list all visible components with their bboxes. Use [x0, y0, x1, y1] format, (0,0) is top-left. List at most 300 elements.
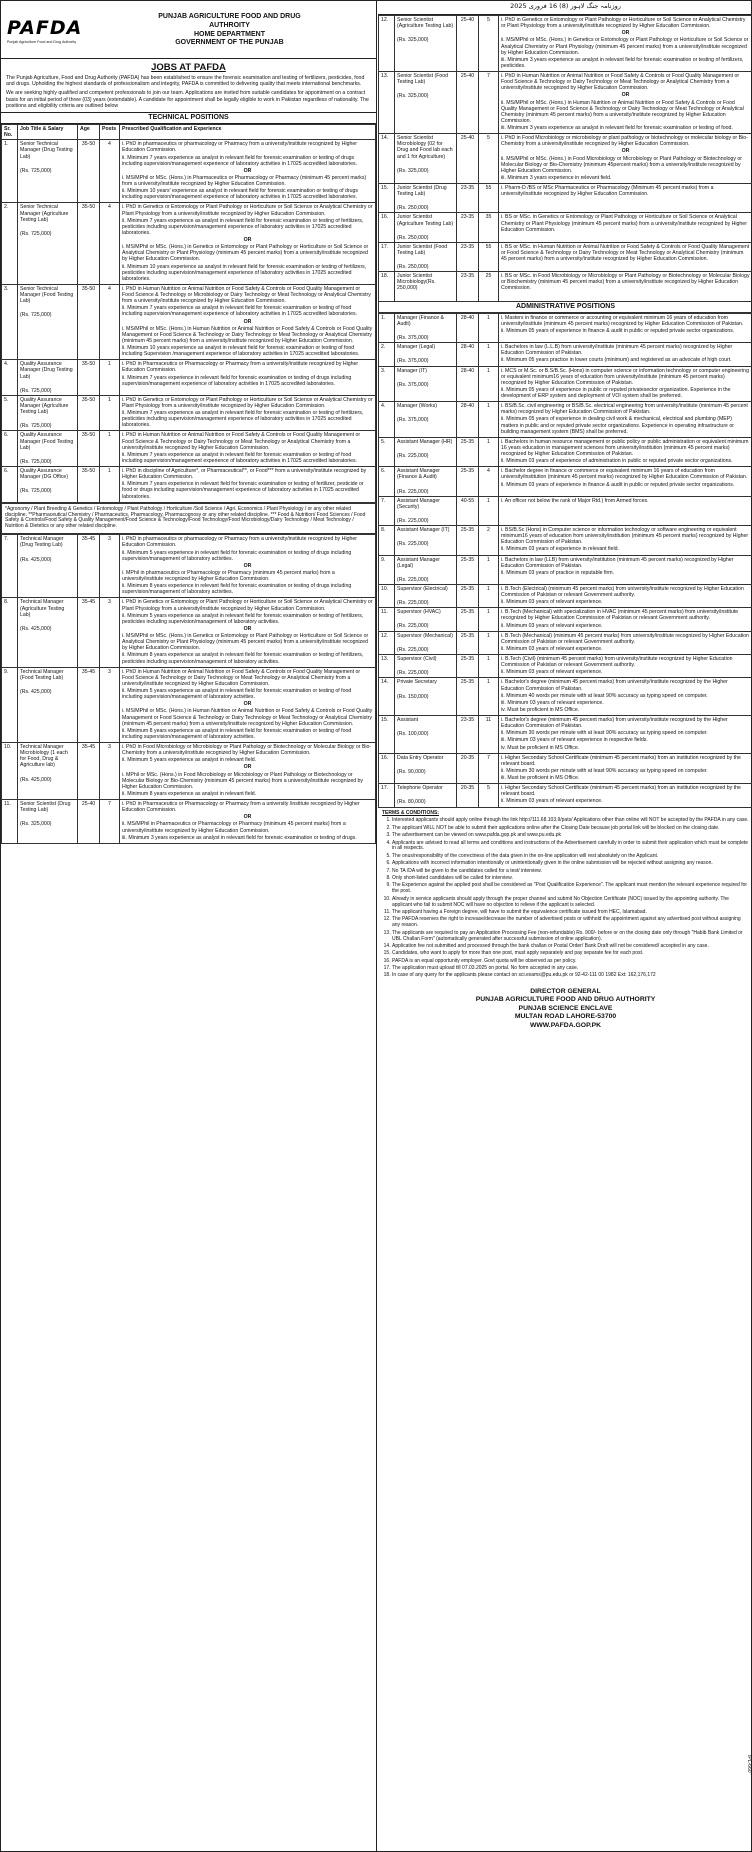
age-limit: 40-55 [457, 496, 479, 525]
qualification-item: ii. MS/MPhil or MSc. (Hons.) in Food Microbiology or Microbiology or Plant Pathology or Biotechnology or Molecular Biology or Bio-Chemistry (minimum 45percent marks) from a university/institute recognized by Higher Education Commission. [501, 155, 743, 174]
qualification-item: i. PhD in Food Microbiology or microbiology or plant pathology or biotechnology or molecular biology or Bio-Chemistry from a university/institute recognized by Higher Education Commission. [501, 135, 748, 148]
age-limit: 28-40 [457, 402, 479, 438]
qualification-item: ii. Minimum 7 years experience in relevant field for forensic examination or testing of fertilizer, pesticide or food or drugs including supervision/management experience of laboratory activities in 17025 accredited laboratories. [122, 481, 364, 500]
qualification-item: ii. Minimum 5 years experience as analyst in relevant field for forensic examination or testing of food including supervision/management of laboratory activities. [122, 688, 352, 701]
qualification-item: ii. Minimum 5 years experience as analyst in relevant field for forensic examination or testing of fertilizers, pesticides including supervision/management of laboratory activities. [122, 612, 364, 625]
qualification-item: i. PhD in Human Nutrition or Animal Nutrition or Food Safety & Controls or Food Quality Management or Food Science & Technology or Microbiology or Dairy Technology or Meat Technology or Analytical Chemistry from a university/institute recognized by Higher Education Commission. [122, 285, 371, 305]
post-count: 1 [479, 402, 499, 438]
salary: (Rs. 250,000) [397, 205, 429, 212]
qualification-item: i. MS/MPhil or MSc. (Hons.) in Human Nutrition or Animal Nutrition or Food Safety & Controls or Food Quality Management or Food Science & Technology or Dairy Technology or Meat Technology or Analytical Chemistry (minimum 45 percent marks) from a university/institute recognized by Higher Education Commission. [122, 325, 373, 344]
job-title: Private Secretary [397, 679, 437, 686]
age-limit: 25-40 [457, 134, 479, 184]
qualification-item: ii. Minimum 05 years practice in lower courts (minimum) and registered as an advocate of high court. [501, 357, 732, 364]
salary: (Rs. 725,000) [20, 458, 52, 465]
row-number: 14. [379, 134, 395, 184]
job-title: Manager (Works) [397, 403, 437, 410]
qualification-cell [499, 753, 752, 784]
or-separator: OR [621, 92, 630, 99]
age-limit: 23-35 [457, 716, 479, 754]
qualification-item: ii. Minimum 03 years of relevant experience. [501, 645, 603, 652]
age-limit: 25-40 [78, 800, 100, 844]
job-title-cell [18, 360, 78, 396]
qualification-cell [499, 272, 752, 301]
qualification-item: ii. Minimum 05 years of experience in dealing civil work & mechanical, electrical and plumbing (MEP) matters in public and or reputed private sector organizations. Experience in operating infrastructure or building management system (BMS) shall be preferred. [501, 416, 734, 435]
row-number: 8. [2, 598, 18, 667]
salary: (Rs. 375,000) [397, 358, 429, 365]
row-number: 8. [379, 526, 395, 556]
salary: (Rs. 225,000) [397, 623, 429, 630]
technical-rows [379, 16, 752, 302]
row-number: 15. [379, 184, 395, 213]
salary: (Rs. 150,000) [397, 693, 429, 700]
post-count: 1 [479, 584, 499, 607]
administrative-table [378, 313, 752, 808]
age-limit: 35-50 [78, 431, 100, 467]
or-separator: OR [243, 625, 252, 632]
qualification-item: i. Higher Secondary School Certificate (minimum 45 percent marks) from an institution recognized by the relevant board. [501, 785, 741, 798]
salary: (Rs. 225,000) [397, 452, 429, 459]
table-row [379, 402, 752, 438]
job-title-cell [395, 343, 457, 366]
newspaper-dateline: روزنامہ جنگ لاہور (8) 16 فروری 2025 [378, 1, 752, 15]
row-number: 2. [2, 203, 18, 285]
salary: (Rs. 225,000) [397, 646, 429, 653]
table-row [2, 360, 376, 396]
term-item: 4. Applicants are advised to read all terms and conditions and instructions of the Advertisement carefully in order to submit their application which must be complete in all respects. [392, 841, 749, 853]
post-count: 7 [100, 800, 120, 844]
or-separator: OR [621, 30, 630, 37]
job-title-cell [395, 655, 457, 678]
term-item: 11. The applicant having a Foreign degree, will have to submit the equivalence certificate issued from HEC, Islamabad. [392, 910, 749, 916]
intro [1, 75, 376, 109]
qualification-item: i. MS/MPhil or MSc. (Hons.) in Genetics or Entomology or Plant Pathology or Horticulture or Soil Science or Analytical Chemistry or Plant Physiology (minimum 45 percent marks) from a university/institute recognized by Higher Education Commission. [122, 633, 369, 652]
ad-header [1, 1, 376, 59]
qualification-cell [120, 743, 376, 800]
post-count: 3 [100, 667, 120, 742]
post-count: 1 [100, 395, 120, 431]
qualification-item: ii. Minimum 03 years of experience in finance & audit in public or reputed private sector organizations. [501, 481, 735, 488]
terms-list [382, 818, 749, 979]
row-number: 16. [379, 753, 395, 784]
qualification-item: ii. Minimum 7 years experience in relevant field for forensic examination or testing of drugs including supervision/management experience of laboratory activities in 17025 accredited laboratories. [122, 374, 352, 387]
job-title: Supervisor (HVAC) [397, 609, 441, 616]
qualification-cell [499, 16, 752, 72]
footer-line-5: WWW.PAFDA.GOP.PK [529, 1021, 602, 1029]
qualification-cell [499, 655, 752, 678]
qualification-item: ii. Minimum 03 years of practice in reputable firm. [501, 569, 615, 576]
job-title-cell [18, 431, 78, 467]
salary: (Rs. 225,000) [397, 517, 429, 524]
job-title: Senior Technical Manager (Agriculture Testing Lab) [20, 204, 69, 223]
job-title-cell [395, 213, 457, 242]
job-title: Assistant Manager (Finance & Audit) [397, 468, 440, 481]
job-title-cell [395, 555, 457, 584]
technical-table-left-2 [1, 534, 376, 844]
table-row [379, 608, 752, 631]
qualification-item: ii. Minimum 03 years of experience of administration in public or reputed private sector organizations. [501, 458, 733, 465]
qualification-cell [499, 496, 752, 525]
row-number: 10. [379, 584, 395, 607]
qualification-item: i. B.Tech (Mechanical) (minimum 45 percent marks) from university/institute recognized by Higher Education Commission of Pakistan or relevant Government authority. [501, 632, 749, 645]
table-row [379, 467, 752, 496]
age-limit: 35-45 [78, 535, 100, 598]
job-title-cell [395, 313, 457, 342]
table-row [2, 203, 376, 285]
salary: (Rs. 225,000) [397, 488, 429, 495]
job-title-cell [395, 272, 457, 301]
job-title: Junior Scientist (Drug Testing Lab) [397, 185, 447, 198]
term-item: 14. Application fee not submitted and processed through the bank challan or Postal Order/ Bank Draft will not be considered/ accepted in any case. [392, 944, 749, 950]
job-title-cell [395, 366, 457, 402]
qualification-item: i. Masters in finance or commerce or accounting or equivalent minimum 16 years of education from university/institute (minimum 45 percent marks) recognized by Higher Education Commission of Pakistan. [501, 314, 744, 327]
qualification-cell [499, 343, 752, 366]
salary: (Rs. 225,000) [397, 600, 429, 606]
qualification-item: iii. Minimum 03 years of relevant experience. [501, 699, 604, 706]
qualification-item: i. PhD in Pharmaceutics or Pharmacology or Pharmacy from a university /institute recognized by Higher Education Commission. [122, 801, 360, 814]
qualification-item: ii. Minimum 7 years experience as analyst in relevant field for forensic examination or testing of fertilizers, pesticides including supervision/management experience of laboratory activities in 17025 accredited laboratories. [122, 410, 364, 429]
qualification-item: i. PhD in Genetics or Entomology or Plant Pathology or Horticulture or Soil Science or Analytical Chemistry or Plant Physiology from a university/institute recognized by Higher Education Commission. [501, 17, 746, 30]
age-limit: 28-40 [457, 313, 479, 342]
table-row [379, 526, 752, 556]
job-title: Supervisor (Civil) [397, 656, 437, 662]
job-title: Technical Manager (Drug Testing Lab) [20, 536, 64, 549]
qualification-item: i. PhD in Human Nutrition or Animal Nutrition or Food Safety & Controls or Food Quality Management or Food Science & Technology or Dairy Technology or Meat Technology or Analytical Chemistry from a university/institute recognized by Higher Education Commission. [122, 668, 361, 687]
row-number: 6. [2, 431, 18, 467]
qualification-cell [499, 213, 752, 242]
qualification-item: ii. Minimum 7 years experience as analyst in relevant field for forensic examination or testing of fertilizers, pesticides including supervision/management experience of laboratory activities in 17025 accredited laboratories. [122, 217, 364, 236]
job-title: Assistant Manager (Legal) [397, 556, 440, 569]
qualification-item: ii. Minimum 03 years of relevant experience. [501, 622, 603, 629]
qualification-item: i. Bachelor's degree (minimum 45 percent marks) from university/institute recognized by the Higher Education Commission of Pakistan. [501, 679, 728, 692]
qualification-item: ii. Minimum 40 words per minute with at least 90% accuracy as typing speed on computer. [501, 692, 708, 699]
post-count: 3 [100, 598, 120, 667]
qualification-item: ii. MS/MPhil or MSc. (Hons.) in Genetics or Entomology or Plant Pathology or Horticulture or Soil Science or Analytical Chemistry or Plant Physiology (minimum 45 percent marks) from a university/institute recognized by Higher Education Commission. [501, 37, 749, 56]
age-limit: 28-40 [457, 343, 479, 366]
footer-line-3: PUNJAB SCIENCE ENCLAVE [518, 1004, 613, 1012]
age-limit: 35-50 [78, 203, 100, 285]
qualification-item: i. BS or MSc. in Human Nutrition or Animal Nutrition or Food Safety & Controls or Food Quality Management or Food Science & Technology or Dairy Technology or Meat Technology or Analytical Chemistry (minimum 45 percent marks) from a university/institute recognized by Higher Education Commission. [501, 243, 750, 262]
job-title-cell [395, 242, 457, 271]
header-age: Age [78, 125, 100, 140]
job-title-cell [395, 184, 457, 213]
job-title-cell [395, 402, 457, 438]
or-separator: OR [243, 764, 252, 771]
technical-rows [2, 535, 376, 844]
qualification-item: ii. MS/MPhil or MSc. (Hons.) in Human Nutrition or Animal Nutrition or Food Safety & Controls or Food Quality Management or Food Science & Technology or Dairy Technology or Meat Technology or Analytical Chemistry (minimum 45 percent marks) from a university/institute recognized by Higher Education Commission. [501, 99, 744, 124]
age-limit: 35-50 [78, 360, 100, 396]
age-limit: 25-35 [457, 631, 479, 654]
job-title: Assistant Manager (Security) [397, 497, 440, 510]
table-row [379, 784, 752, 807]
qualification-item: ii. Minimum 7 years experience as analyst in relevant field for forensic examination or testing of drugs including supervision/management experience of laboratory activities in 17025 accredited laboratories. [122, 154, 358, 167]
job-title: Supervisor (Mechanical) [397, 632, 453, 639]
technical-table-right [378, 15, 752, 302]
job-title-cell [395, 526, 457, 556]
qualification-item: iii. Must be proficient in MS Office. [501, 775, 580, 781]
job-title: Telephone Operator [397, 785, 443, 792]
post-count: 1 [479, 343, 499, 366]
qualification-item: ii. Minimum 8 years experience in relevant field for forensic examination or testing of drugs including supervision/management of laboratory activities. [122, 583, 352, 596]
row-number: 1. [379, 313, 395, 342]
table-row [379, 16, 752, 72]
table-row [2, 800, 376, 844]
post-count: 3 [100, 535, 120, 598]
qualification-item: i. BS or MSc. in Food Microbiology or Microbiology or Plant Pathology or Biotechnology or Molecular Biology or Biochemistry (minimum 45 percent marks) from a university/institute recognized by Higher Education Commission. [501, 273, 750, 292]
term-item: 17. The application must upload till 07.03.2025 on portal. No form accepted in any case. [392, 966, 749, 972]
qualification-cell [499, 242, 752, 271]
post-count: 1 [479, 555, 499, 584]
job-title: Junior Scientist (Agriculture Testing Lab) [397, 214, 454, 227]
qualification-cell [120, 360, 376, 396]
row-number: 9. [379, 555, 395, 584]
salary: (Rs. 725,000) [20, 167, 52, 174]
table-row [379, 753, 752, 784]
qualification-item: i. B.Tech (Electrical) (minimum 45 percent marks) from university/institute recognized by Higher Education Commission of Pakistan or relevant Government authority. [501, 585, 744, 598]
job-title-cell [18, 743, 78, 800]
right-column [378, 1, 752, 1852]
post-count: 7 [479, 753, 499, 784]
job-title: Senior Scientist (Drug Testing Lab) [20, 801, 71, 814]
term-item: 16. PAFDA is an equal opportunity employer. Govt quota will be observed as per policy. [392, 959, 749, 965]
header-posts: Posts [100, 125, 120, 140]
qualification-cell [499, 313, 752, 342]
or-separator: OR [243, 167, 252, 174]
qualification-cell [499, 467, 752, 496]
qualification-item: ii. Minimum 10 years' experience as analyst in relevant field for forensic examination or testing of drugs including supervision/management experience of laboratory activities in 17025 accredited laboratories. [122, 188, 358, 201]
salary: (Rs. 325,000) [20, 821, 52, 828]
job-title-cell [395, 753, 457, 784]
qualification-item: iii. Minimum 3 years experience in relevant field. [501, 174, 612, 181]
term-item: 18. In case of any query for the applicants please contact on sci.exams@pu.edu.pk or 92-42-111 00 1982 Ext: 162,176,172 [392, 973, 749, 979]
row-number: 16. [379, 213, 395, 242]
or-separator: OR [243, 701, 252, 708]
qualification-cell [499, 526, 752, 556]
post-count: 1 [479, 496, 499, 525]
organization-heading [89, 13, 370, 48]
salary: (Rs. 325,000) [397, 167, 429, 174]
table-row [379, 496, 752, 525]
job-title: Manager (IT) [397, 367, 427, 374]
job-title: Senior Technical Manager (Drug Testing Lab) [20, 141, 73, 160]
post-count: 1 [479, 655, 499, 678]
job-title-cell [18, 140, 78, 203]
qualification-item: i. PhD in Genetics or Entomology or Plant Pathology or Horticulture or Soil Science or Analytical Chemistry or Plant Physiology from a university/institute recognized by Higher Education Commission. [122, 204, 373, 217]
job-title: Quality Assurance Manager (Agriculture Testing Lab) [20, 396, 69, 416]
qualification-cell [120, 431, 376, 467]
row-number: 18. [379, 272, 395, 301]
header-title: Job Title & Salary [18, 125, 78, 140]
row-number: 13. [379, 655, 395, 678]
table-row [379, 134, 752, 184]
post-count: 1 [479, 313, 499, 342]
job-title-cell [395, 631, 457, 654]
row-number: 7. [2, 535, 18, 598]
qualification-item: iii. Minimum 3 years experience as analyst in relevant field for forensic examination or testing of drugs. [122, 834, 357, 841]
qualification-cell [499, 608, 752, 631]
table-row [379, 184, 752, 213]
row-number: 2. [379, 343, 395, 366]
post-count: 1 [100, 431, 120, 467]
qualification-item: i. PhD in Genetics or Entomology or Plant Pathology or Horticulture or Soil Science or Analytical Chemistry or Plant Physiology from a university/institute recognized by Higher Education Commission. [122, 396, 373, 409]
post-count: 1 [479, 437, 499, 467]
row-number: 12. [379, 631, 395, 654]
age-limit: 25-35 [457, 437, 479, 467]
post-count: 55 [479, 242, 499, 271]
qualification-item: ii. Minimum 8 years experience as analyst in relevant field for forensic examination or testing of fertilizers, pesticides including supervision/management of laboratory activities. [122, 652, 364, 665]
salary: (Rs. 250,000) [397, 234, 429, 241]
age-limit: 28-40 [457, 366, 479, 402]
age-limit: 23-35 [457, 184, 479, 213]
row-number: 13. [379, 72, 395, 134]
age-limit: 25-35 [457, 526, 479, 556]
table-row [379, 631, 752, 654]
or-separator: OR [243, 814, 252, 821]
table-row [379, 213, 752, 242]
job-title-cell [18, 535, 78, 598]
term-item: 8. Only short-listed candidates will be called for interview. [392, 876, 749, 882]
salary: (Rs. 725,000) [20, 312, 52, 319]
qualification-cell [499, 184, 752, 213]
row-number: 5. [2, 395, 18, 431]
footer-line-2: PUNJAB AGRICULTURE FOOD AND DRUG AUTHORITY [475, 996, 656, 1004]
table-row [2, 431, 376, 467]
salary: (Rs. 725,000) [20, 423, 52, 430]
age-limit: 20-35 [457, 753, 479, 784]
job-title-cell [18, 284, 78, 359]
qualification-item: i. PhD in Human Nutrition or Animal Nutrition or Food Safety & Controls or Food Quality Management or Food Science & Technology or Dairy Technology or Meat Technology or Analytical Chemistry from a university/institute recognized by Higher Education Commission. [501, 73, 740, 92]
job-title-cell [395, 584, 457, 607]
post-count: 35 [479, 213, 499, 242]
qualification-item: i. B.Tech (Mechanical) with specialization in HVAC (minimum 45 percent marks) from university/institute recognized by Higher Education Commission of Pakistan or relevant Government authority. [501, 609, 739, 622]
job-title: Senior Scientist Microbiology (02 for Drug and Food lab each and 1 for Agriculture) [397, 135, 453, 160]
job-title-cell [18, 800, 78, 844]
or-separator: OR [243, 562, 252, 569]
table-row [379, 584, 752, 607]
qualification-cell [120, 467, 376, 503]
technical-table-left [1, 124, 376, 503]
job-title: Junior Scientist Microbiology(Rs. 250,000) [397, 273, 436, 292]
row-number: 7. [379, 496, 395, 525]
or-separator: OR [621, 148, 630, 155]
qualification-cell [499, 134, 752, 184]
job-title-cell [395, 134, 457, 184]
table-row [379, 655, 752, 678]
qualification-item: iv. Must be proficient in MS Office. [501, 706, 580, 713]
job-title: Assistant Manager (HR) [397, 438, 453, 445]
header-sr: Sr. No. [2, 125, 18, 140]
job-title-cell [395, 496, 457, 525]
salary: (Rs. 225,000) [397, 576, 429, 583]
qualification-cell [499, 716, 752, 754]
post-count: 5 [479, 784, 499, 807]
table-row [2, 395, 376, 431]
age-limit: 35-45 [78, 743, 100, 800]
term-item: 6. Applications with incorrect information intentionally or unintentionally given in the online submission will be rejected without assigning any reason. [392, 861, 749, 867]
table-row [379, 272, 752, 301]
qualification-item: ii. Minimum 05 years of experience in public or reputed privatesector organization. Experience in the development of ERP system and deployment of VOI system shall be preferred. [501, 386, 731, 399]
post-count: 2 [479, 526, 499, 556]
intro-paragraph: We are seeking highly qualified and competent professionals to join our team. Applications are invited from suitable candidates for appointment on a contract basis for an initial period of three (03) years (extendable). A candidate for appointment shall be legally eligible to work in Pakistan regardless of nationality. The positions and eligibility criteria are outlined below [6, 90, 369, 109]
row-number: 9. [2, 667, 18, 742]
qualification-cell [499, 678, 752, 716]
post-count: 4 [100, 203, 120, 285]
footer-line-1: DIRECTOR GENERAL [530, 987, 601, 995]
salary: (Rs. 225,000) [397, 670, 429, 677]
age-limit: 25-40 [457, 72, 479, 134]
job-title-cell [18, 395, 78, 431]
row-number: 12. [379, 16, 395, 72]
administrative-heading: ADMINISTRATIVE POSITIONS [378, 302, 752, 313]
job-title: Assistant [397, 717, 419, 723]
technical-rows [2, 140, 376, 502]
salary: (Rs. 225,000) [397, 541, 429, 548]
job-title: Manager (Finance & Audit) [397, 314, 444, 327]
discipline-footnote: *Agronomy / Plant Breeding & Genetics / Entomology / Plant Pathology / Horticulture /Soil Science / Agri. Economics / Plant Physiology / or any other related discipline. **Pharmaceutical Chemistry / Pharmaceutics, Pharmacology, Pharmacognosy or any other related discipline. *** Food & Nutrition/ Food Sciences / Food Safety & Controls/Food Safety & Quality Management/Food Science & Technology/Food Technology/Food Microbiology/Dairy Technology / Meat Technology / Nutrition & Dietetics or any other related discipline. [1, 503, 376, 535]
qualification-item: i. PhD in Pharmaceutics or Pharmacology or Pharmacy from a university/institute recognized by Higher Education Commission. [122, 361, 359, 374]
qualification-item: iii. Minimum 3 years experience as analyst in relevant field for forensic examination or testing of fertilizers, pesticides. [501, 56, 744, 69]
row-number: 6. [2, 467, 18, 503]
qualification-cell [499, 402, 752, 438]
org-line-2: AUTHROITY [209, 21, 250, 29]
table-row [379, 343, 752, 366]
term-item: 5. The onus/responsibility of the correctness of the data given in the on-line application will rest absolutely on the Applicant. [392, 854, 749, 860]
table-row [2, 140, 376, 203]
age-limit: 25-35 [457, 608, 479, 631]
job-title-cell [395, 608, 457, 631]
post-count: 4 [479, 467, 499, 496]
term-item: 13. The applicants are required to pay an Application Processing Fee (non-refundable) Rs. 900/- before or on the closing date only through "Habib Bank Limited or UBL Challan Form" (automatically generated after successful submission of online application). [392, 931, 749, 943]
post-count: 4 [100, 140, 120, 203]
qualification-item: ii. Minimum 5 years experience as analyst in relevant field. [122, 757, 257, 764]
qualification-cell [499, 366, 752, 402]
qualification-cell [120, 598, 376, 667]
job-title-cell [18, 667, 78, 742]
qualification-item: i. Bachelor degree in finance or commerce or equivalent minimum 16 years of education from university/institution (minimum 45 percent marks) recognized by Higher Education Commission of Pakistan. [501, 468, 748, 481]
qualification-cell [120, 395, 376, 431]
qualification-item: iii. Minimum 03 years of relevant experience in respective fields. [501, 737, 648, 744]
job-title-cell [18, 203, 78, 285]
qualification-item: i. MS/MPhil or MSc. (Hons.) in Human Nutrition or Animal Nutrition or Food Safety & Controls or Food Quality Management or Food Science & Technology or Dairy Technology or Meat Technology or Analytical Chemistry (minimum 45 percent marks) from a university/institute recognized by Higher Education Commission. [122, 708, 373, 727]
qualification-item: i. B.Tech (Civil) (minimum 45 percent marks) from university/institute recognized by Higher Education Commission of Pakistan or relevant Government authority. [501, 656, 733, 669]
post-count: 1 [479, 608, 499, 631]
qualification-item: ii. Minimum 5 years experience in relevant field for forensic examination or testing of drugs including supervision/management of laboratory activities. [122, 549, 352, 562]
row-number: 17. [379, 784, 395, 807]
qualification-item: i. BS or MSc. in Genetics or Entomology or Plant Pathology or Horticulture or Soil Science or Analytical Chemistry or Plant Physiology (minimum 45 percent marks) from a university/institute recognized by Higher Education Commission. [501, 214, 747, 233]
post-count: 3 [100, 743, 120, 800]
qualification-item: i. PhD in Food Microbiology or Microbiology or Plant Pathology or Biotechnology or Molecular Biology or Bio-Chemistry from a university/institute recognized by Higher Education Commission. [122, 744, 372, 757]
post-count: 25 [479, 272, 499, 301]
job-title: Quality Assurance Manager (DG Office) [20, 468, 69, 481]
age-limit: 35-50 [78, 140, 100, 203]
table-row [379, 72, 752, 134]
job-title-cell [395, 784, 457, 807]
salary: (Rs. 90,000) [397, 768, 426, 775]
row-number: 6. [379, 467, 395, 496]
qualification-cell [499, 555, 752, 584]
job-title: Manager (Legal) [397, 344, 436, 351]
post-count: 1 [479, 631, 499, 654]
salary: (Rs. 725,000) [20, 488, 52, 495]
post-count: 5 [479, 16, 499, 72]
qualification-item: i. Higher Secondary School Certificate (minimum 45 percent marks) from an institution recognized by the relevant board. [501, 754, 741, 767]
technical-heading: TECHNICAL POSITIONS [1, 112, 376, 124]
salary: (Rs. 725,000) [20, 230, 52, 237]
qualification-item: iii. Minimum 3 years experience as analyst in relevant field for forensic examination or testing of food. [501, 125, 733, 131]
age-limit: 25-35 [457, 555, 479, 584]
age-limit: 25-35 [457, 678, 479, 716]
qualification-item: ii. Minimum 10 years experience as analyst in relevant field for forensic examination or testing of fertilizers, pesticides including supervision/management experience of laboratory activities in 17025 accredited laboratories. [122, 263, 367, 282]
job-title: Technical Manager (Food Testing Lab) [20, 668, 64, 681]
